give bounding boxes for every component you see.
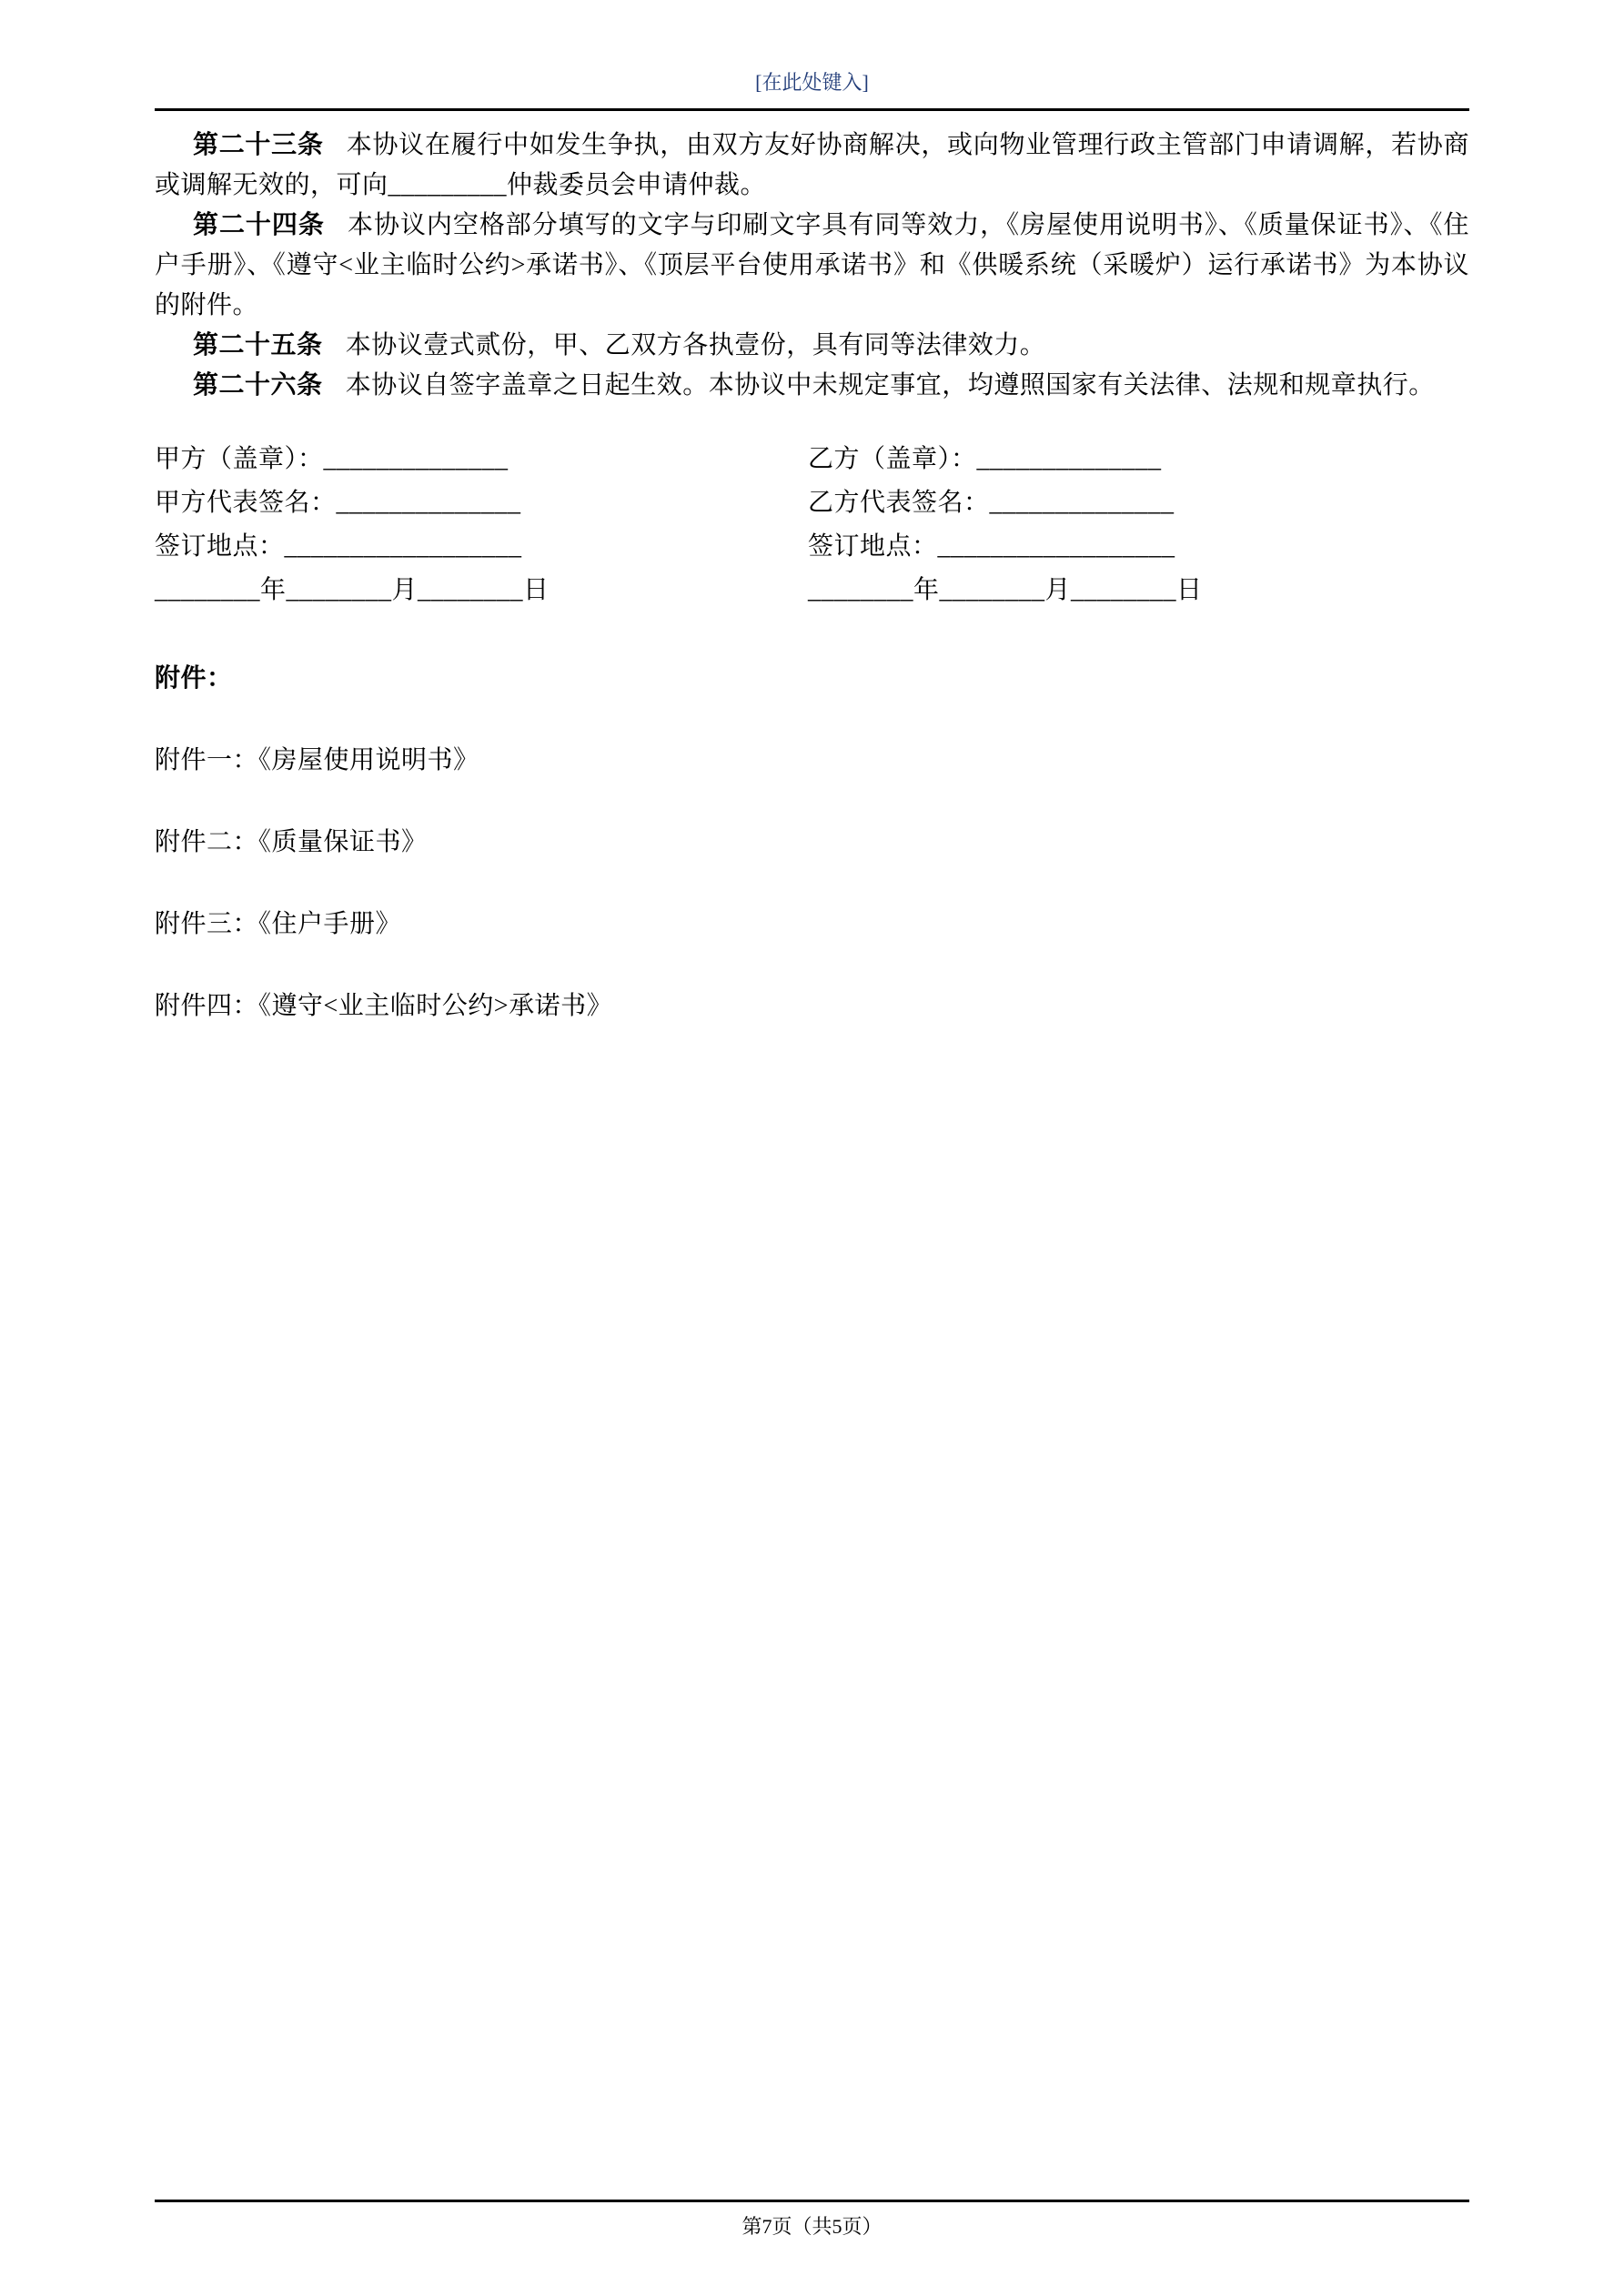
header-placeholder: [在此处键入]	[755, 71, 869, 94]
article-26-number: 第二十六条	[193, 371, 323, 400]
footer-page-number: 第7页（共5页）	[741, 2215, 883, 2238]
article-26	[155, 366, 1469, 406]
signature-row-representative	[155, 482, 1469, 524]
party-b-representative-line: 乙方代表签名：______________	[808, 489, 1175, 517]
document-body	[155, 126, 1469, 1027]
article-24	[155, 206, 1469, 326]
signature-row-seal	[155, 439, 1469, 480]
party-a-seal-line: 甲方（盖章）：______________	[155, 445, 509, 473]
party-b-seal-line: 乙方（盖章）：______________	[808, 445, 1162, 473]
article-25-text: 本协议壹式贰份，甲、乙双方各执壹份，具有同等法律效力。	[345, 331, 1046, 359]
article-23	[155, 126, 1469, 206]
signature-row-place	[155, 526, 1469, 568]
article-25	[155, 326, 1469, 366]
article-23-number: 第二十三条	[193, 131, 324, 159]
signature-row-date	[155, 570, 1469, 612]
article-26-text: 本协议自签字盖章之日起生效。本协议中未规定事宜，均遵照国家有关法律、法规和规章执行。	[345, 371, 1435, 400]
attachments-title: 附件：	[155, 664, 233, 693]
attachment-item-3: 附件三：《住户手册》	[155, 910, 402, 938]
attachment-item-1: 附件一：《房屋使用说明书》	[155, 746, 479, 774]
article-24-number: 第二十四条	[193, 211, 325, 239]
article-24-text: 本协议内空格部分填写的文字与印刷文字具有同等效力，《房屋使用说明书》、《质量保证书》、《住户手册》、《遵守<业主临时公约>承诺书》、《顶层平台使用承诺书》和《供暖系统（采暖炉）运行承诺书》为本协议的附件。	[155, 211, 1469, 319]
signature-block	[155, 439, 1469, 612]
party-a-date-line: ________年________月________日	[155, 576, 550, 604]
header-divider	[155, 108, 1469, 111]
party-b-date-line: ________年________月________日	[808, 576, 1203, 604]
party-b-signing-place-line: 签订地点：__________________	[808, 532, 1175, 561]
article-23-text: 本协议在履行中如发生争执，由双方友好协商解决，或向物业管理行政主管部门申请调解，若协商或调解无效的，可向_________仲裁委员会申请仲裁。	[155, 131, 1469, 199]
article-25-number: 第二十五条	[193, 331, 323, 359]
attachment-item-4: 附件四：《遵守<业主临时公约>承诺书》	[155, 992, 613, 1020]
footer-divider	[155, 2200, 1469, 2202]
attachment-item-2: 附件二：《质量保证书》	[155, 828, 428, 856]
party-a-signing-place-line: 签订地点：__________________	[155, 532, 522, 561]
party-a-representative-line: 甲方代表签名：______________	[155, 489, 521, 517]
